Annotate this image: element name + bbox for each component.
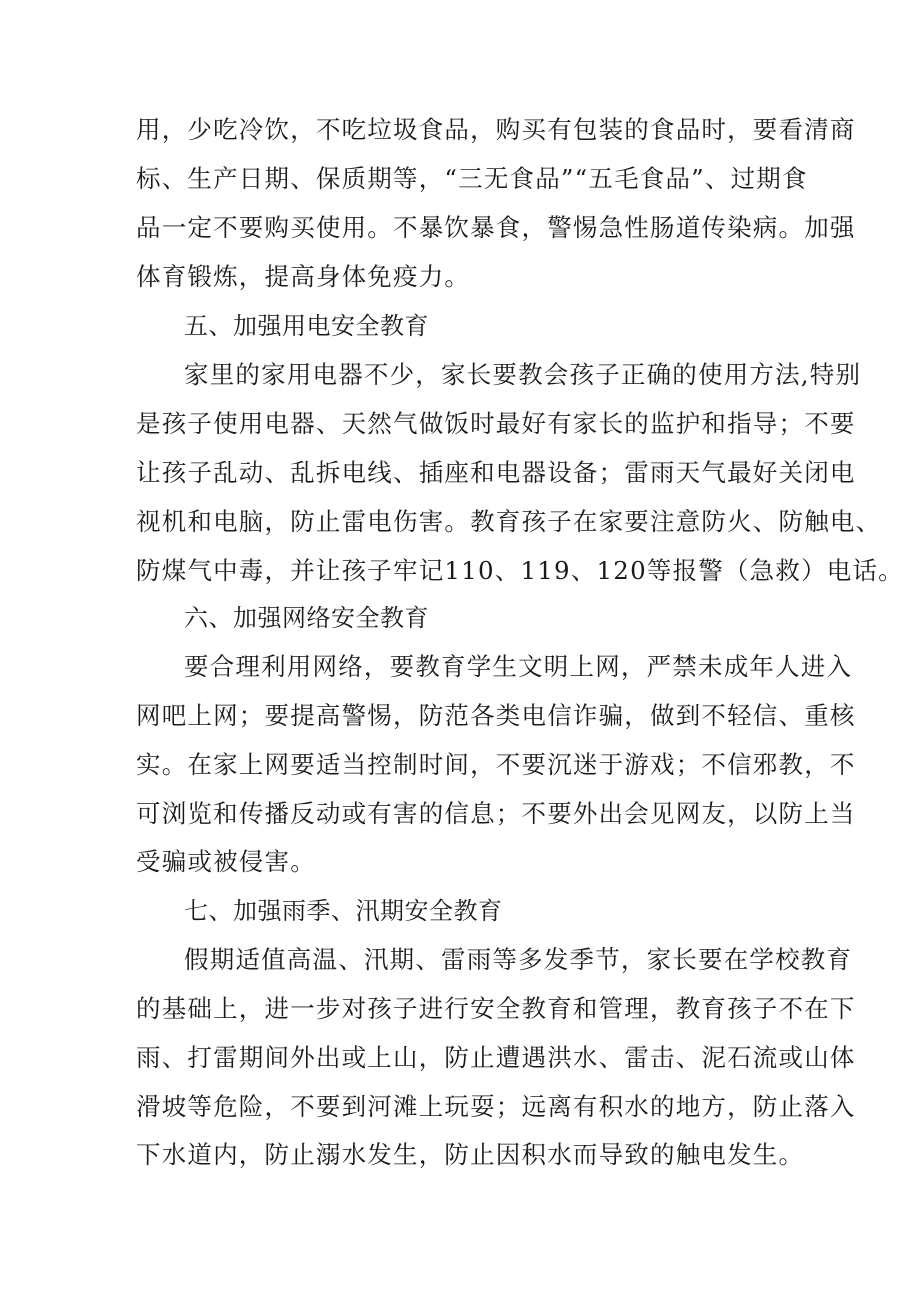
paragraph-line: 网吧上网；要提高警惕，防范各类电信诈骗，做到不轻信、重核 — [136, 701, 856, 730]
paragraph-line: 让孩子乱动、乱拆电线、插座和电器设备；雷雨天气最好关闭电 — [136, 458, 856, 487]
paragraph-line: 要合理利用网络，要教育学生文明上网，严禁未成年人进入 — [184, 652, 853, 681]
section-heading-network: 六、加强网络安全教育 — [184, 604, 429, 632]
section-heading-rainy-season: 七、加强雨季、汛期安全教育 — [184, 897, 503, 925]
paragraph-line: 可浏览和传播反动或有害的信息；不要外出会见网友，以防上当 — [136, 799, 856, 828]
paragraph-line: 视机和电脑，防止雷电伤害。教育孩子在家要注意防火、防触电、 — [136, 507, 882, 536]
paragraph-line: 滑坡等危险，不要到河滩上玩耍；远离有积水的地方，防止落入 — [136, 1092, 856, 1121]
paragraph-line: 是孩子使用电器、天然气做饭时最好有家长的监护和指导；不要 — [136, 409, 856, 438]
paragraph-line: 体育锻炼，提高身体免疫力。 — [136, 262, 471, 291]
paragraph-line: 品一定不要购买使用。不暴饮暴食，警惕急性肠道传染病。加强 — [136, 213, 856, 242]
paragraph-line: 家里的家用电器不少，家长要教会孩子正确的使用方法,特别 — [184, 360, 862, 389]
paragraph-line: 实。在家上网要适当控制时间，不要沉迷于游戏；不信邪教，不 — [136, 750, 856, 779]
paragraph-line: 用，少吃冷饮，不吃垃圾食品，购买有包装的食品时，要看清商 — [136, 115, 856, 144]
paragraph-line: 标、生产日期、保质期等，“三无食品”“五毛食品”、过期食 — [136, 164, 808, 193]
section-heading-electricity: 五、加强用电安全教育 — [184, 312, 429, 340]
paragraph-line: 雨、打雷期间外出或上山，防止遭遇洪水、雷击、泥石流或山体 — [136, 1043, 856, 1072]
paragraph-line: 假期适值高温、汛期、雷雨等多发季节，家长要在学校教育 — [184, 945, 853, 974]
paragraph-line: 受骗或被侵害。 — [136, 847, 316, 876]
paragraph-line: 下水道内，防止溺水发生，防止因积水而导致的触电发生。 — [136, 1140, 805, 1169]
paragraph-line: 的基础上，进一步对孩子进行安全教育和管理，教育孩子不在下 — [136, 994, 856, 1023]
paragraph-line: 防煤气中毒，并让孩子牢记110、119、120等报警（急救）电话。 — [136, 556, 904, 585]
